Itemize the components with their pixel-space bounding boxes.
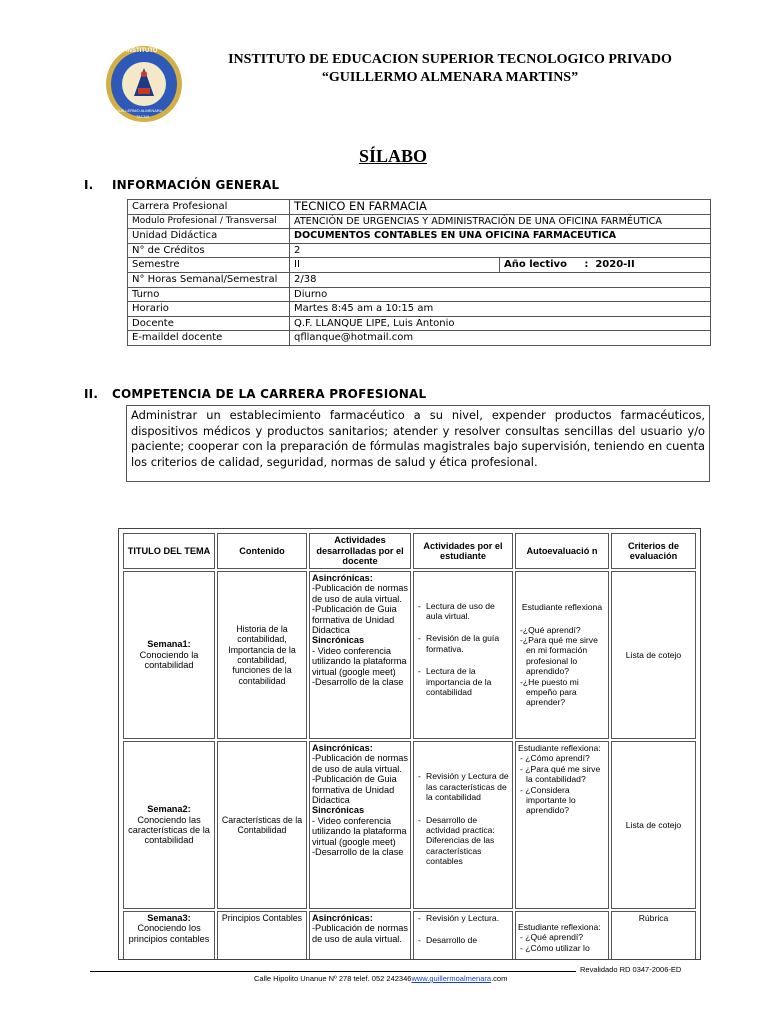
async-text: -Publicación de normas de uso de aula virtual. [312,923,409,944]
footer-address-line [254,974,507,983]
info-label: Unidad Didáctica [128,229,290,244]
table-row [123,911,696,960]
info-value: DOCUMENTOS CONTABLES EN UNA OFICINA FARMACEUTICA [290,229,711,244]
syllabus-table-frame [118,528,701,960]
student-activities-cell [413,741,513,909]
list-item: - Revisión y Lectura. [416,913,510,923]
content-cell: Principios Contables [217,911,307,960]
table-header-cell: TITULO DEL TEMA [123,533,215,569]
info-value: Martes 8:45 am a 10:15 am [290,302,711,317]
info-value: II [290,258,500,273]
async-label-text: Asincrónicas [312,913,370,923]
institute-name-line1: INSTITUTO DE EDUCACION SUPERIOR TECNOLOGICO PRIVADO [228,52,672,67]
logo-text-bottom: GUILLERMO ALMENARA [116,108,163,113]
week-topic: Conociendo los principios contables [128,923,210,944]
info-row-carrera [128,200,711,215]
week-cell [123,741,215,909]
self-eval-intro: Estudiante reflexiona [521,602,603,613]
list-item: - ¿Cómo aprendí? [520,753,590,764]
teacher-activities-cell [309,911,411,960]
section-2-number: II. [84,387,99,401]
info-value: TECNICO EN FARMACIA [290,200,711,215]
table-header-cell: Autoevaluació n [515,533,609,569]
teacher-activities-cell [309,571,411,739]
info-value: Diurno [290,287,711,302]
info-row-horario [128,302,711,317]
week-topic: Conociendo la contabilidad [139,649,199,671]
list-item: -¿Qué aprendí? [520,624,581,635]
logo-text-top: INSTITUTO [126,48,158,54]
info-row-creditos [128,243,711,258]
info-label: Docente [128,316,290,331]
list-item: - Desarrollo de actividad practica: Diferencias de las características contables [416,815,510,867]
list-item: - Revisión y Lectura de las características de la contabilidad [416,771,510,802]
week-label: Semana1: [147,639,191,650]
week-cell [123,571,215,739]
week-label: Semana2: [147,804,191,815]
table-header-cell: Actividades desarrolladas por el docente [309,533,411,569]
sync-label: Sincrónicas [312,805,365,816]
document-title: SÍLABO [358,146,428,166]
sync-text: - Video conferencia utilizando la plataforma virtual (google meet) -Desarrollo de la clase [312,645,407,688]
info-label: Carrera Profesional [128,200,290,215]
student-activities-cell [413,911,513,960]
website-suffix: .com [491,974,508,983]
list-item: - Lectura de la importancia de la contabilidad [416,666,510,697]
sync-text: - Video conferencia utilizando la plataforma virtual (google meet) -Desarrollo de la clase [312,815,407,858]
info-value: 2/38 [290,272,711,287]
list-item: - Desarrollo de [416,935,510,945]
footer-revalidation: Revalidado RD 0347-2006-ED [580,965,682,974]
self-evaluation-cell [515,911,609,960]
info-value: Q.F. LLANQUE LIPE, Luis Antonio [290,316,711,331]
institute-logo [104,44,184,124]
info-row-email [128,331,711,346]
info-label: Horario [128,302,290,317]
list-item: - ¿Qué aprendí? [520,932,584,943]
table-row [123,741,696,909]
table-header-cell: Actividades por el estudiante [413,533,513,569]
competencia-text: Administrar un establecimiento farmacéutico a su nivel, expender productos farmacéuticos, dispositivos médicos y productos sanitarios; atender y resolver consultas sencillas del usuario y/o paciente; cooperar con la preparación de fórmulas magistrales bajo supervisión, teniendo en cuenta los criterios de calidad, seguridad, normas de salud y ética profesional. [126,405,710,482]
info-row-turno [128,287,711,302]
info-label: E-maildel docente [128,331,290,346]
async-label: Asincrónicas: [312,743,373,753]
institute-name-line2: “GUILLERMO ALMENARA MARTINS” [321,70,579,85]
info-label: Modulo Profesional / Transversal [128,214,290,229]
list-item: - Lectura de uso de aula virtual. [416,601,510,622]
info-anio-lectivo: Año lectivo : 2020-II [500,258,711,273]
syllabus-table [121,531,698,960]
week-cell [123,911,215,960]
footer-address: Calle Hipolito Unanue Nº 278 telef. 052 242346 [254,974,412,983]
info-label: Turno [128,287,290,302]
async-label-text: Asincrónicas [312,743,370,753]
section-1-number: I. [84,178,94,192]
table-row [123,571,696,739]
info-value: qfllanque@hotmail.com [290,331,711,346]
table-header-cell: Criterios de evaluación [611,533,696,569]
list-item: - ¿Considera importante lo aprendido? [520,784,576,816]
student-activities-cell [413,571,513,739]
list-item: -¿He puesto mi empeño para aprender? [520,676,579,708]
general-info-table [127,199,711,346]
async-label: Asincrónicas: [312,573,373,583]
list-item: - ¿Para qué me sirve la contabilidad? [520,763,601,785]
criteria-cell: Rúbrica [611,911,696,960]
info-row-modulo [128,214,711,229]
list-item: - ¿Cómo utilizar lo [520,942,590,953]
footer-divider [90,971,576,972]
section-1-heading [84,178,279,192]
info-label: N° de Créditos [128,243,290,258]
content-cell: Características de la Contabilidad [217,741,307,909]
async-label: Asincrónicas: [312,913,373,923]
self-evaluation-cell [515,571,609,739]
self-eval-intro: Estudiante reflexiona: [518,743,601,753]
table-header-row [123,533,696,569]
teacher-activities-cell [309,741,411,909]
sync-label: Sincrónicas [312,635,365,646]
async-text: -Publicación de normas de uso de aula virtual. -Publicación de Guia formativa de Unidad Didactica [312,753,409,806]
info-row-docente [128,316,711,331]
criteria-cell: Lista de cotejo [611,741,696,909]
table-header-cell: Contenido [217,533,307,569]
self-eval-intro: Estudiante reflexiona: [518,922,601,932]
section-2-heading [84,387,426,401]
list-item: -¿Para qué me sirve en mi formación profesional lo aprendido? [520,634,598,677]
info-row-horas [128,272,711,287]
info-value: ATENCIÓN DE URGENCIAS Y ADMINISTRACIÓN DE UNA OFICINA FARMÉUTICA [290,214,711,229]
week-topic: Conociendo las características de la contabilidad [128,814,210,846]
logo-text-city: TACNA [136,114,150,119]
week-label: Semana3: [147,913,191,923]
async-text: -Publicación de normas de uso de aula virtual. -Publicación de Guia formativa de Unidad Didactica [312,583,409,636]
list-item: - Revisión de la guía formativa. [416,633,510,654]
website-link[interactable]: www.guillermoalmenara [411,974,492,983]
info-value: 2 [290,243,711,258]
section-1-title: INFORMACIÓN GENERAL [112,178,280,192]
info-row-semestre [128,258,711,273]
self-evaluation-cell [515,741,609,909]
async-label-text: Asincrónicas [312,573,370,583]
info-label: N° Horas Semanal/Semestral [128,272,290,287]
info-row-unidad [128,229,711,244]
content-cell: Historia de la contabilidad, Importancia de la contabilidad, funciones de la contabilidad [217,571,307,739]
criteria-cell: Lista de cotejo [611,571,696,739]
info-label: Semestre [128,258,290,273]
section-2-title: COMPETENCIA DE LA CARRERA PROFESIONAL [112,387,427,401]
